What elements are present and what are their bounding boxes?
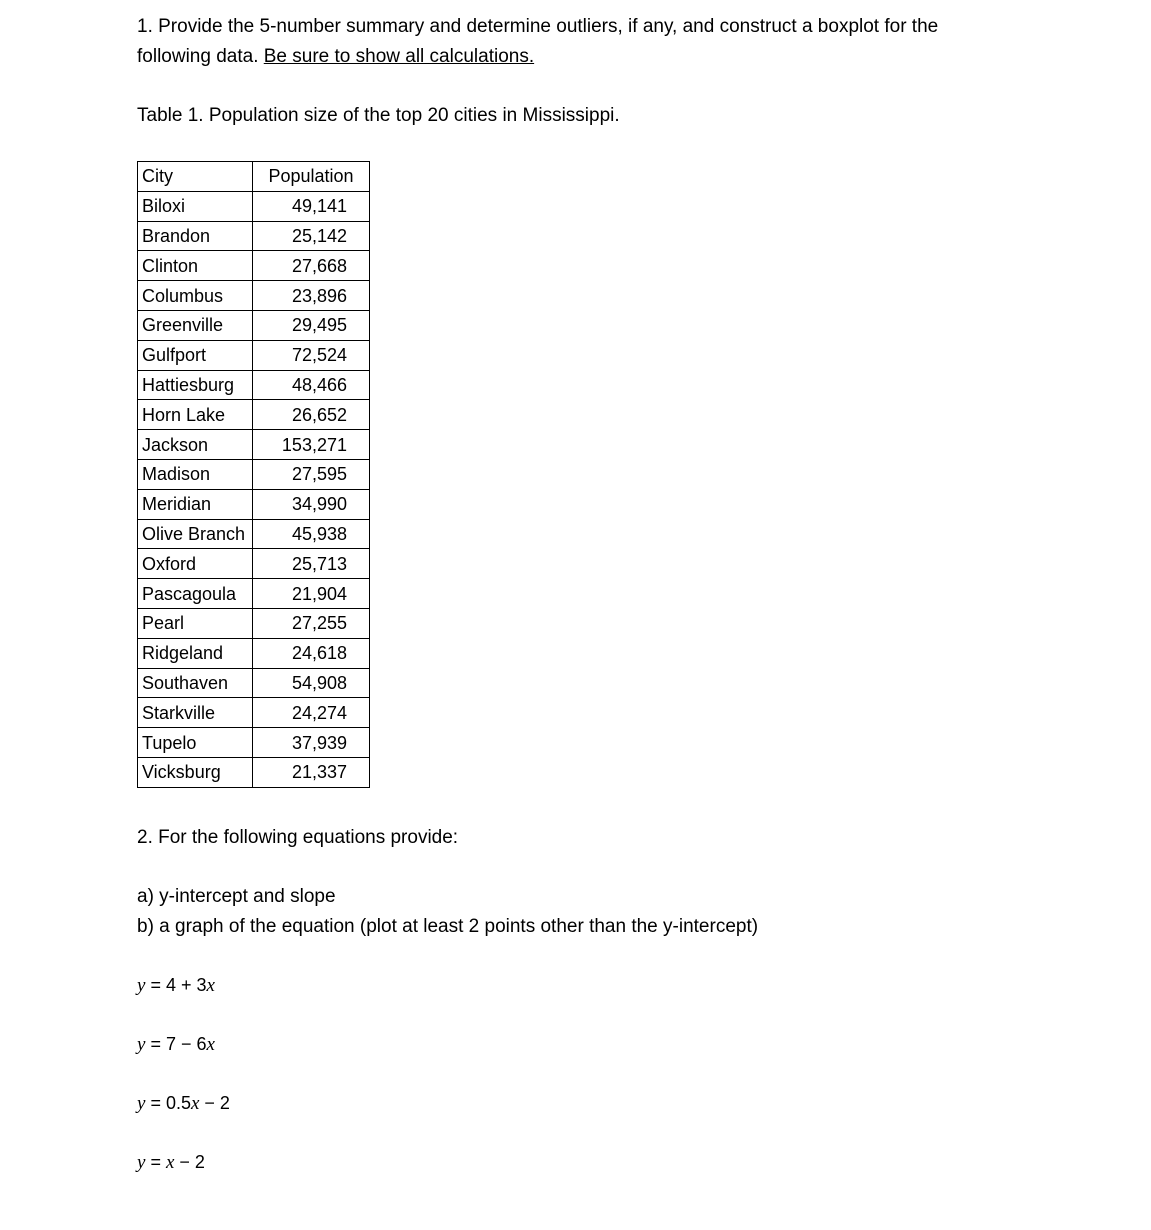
population-cell: 27,668 <box>253 251 370 281</box>
population-cell: 45,938 <box>253 519 370 549</box>
table-row <box>138 728 370 758</box>
population-cell: 24,274 <box>253 698 370 728</box>
population-cell: 21,337 <box>253 757 370 787</box>
population-cell: 34,990 <box>253 489 370 519</box>
city-cell: Biloxi <box>138 191 253 221</box>
question-2-intro: 2. For the following equations provide: <box>137 827 459 848</box>
population-cell: 24,618 <box>253 638 370 668</box>
population-cell: 29,495 <box>253 310 370 340</box>
table-row <box>138 251 370 281</box>
equation-3-tail: − 2 <box>199 1093 230 1113</box>
population-cell: 23,896 <box>253 281 370 311</box>
city-cell: Jackson <box>138 430 253 460</box>
equation-3-x: x <box>190 1093 200 1114</box>
equation-4-y: y <box>137 1152 146 1173</box>
city-cell: Clinton <box>138 251 253 281</box>
equation-2-y: y <box>137 1034 146 1055</box>
population-cell: 153,271 <box>253 430 370 460</box>
question-1-line-2 <box>137 42 534 72</box>
city-cell: Starkville <box>138 698 253 728</box>
equation-3-y: y <box>137 1093 146 1114</box>
question-2-part-a: a) y-intercept and slope <box>137 886 336 907</box>
population-cell: 49,141 <box>253 191 370 221</box>
population-cell: 72,524 <box>253 340 370 370</box>
table-row <box>138 549 370 579</box>
equation-4-body: = <box>145 1152 166 1172</box>
equation-1-y: y <box>137 975 146 996</box>
city-cell: Horn Lake <box>138 400 253 430</box>
question-1-line-2-prefix: following data. <box>137 46 264 67</box>
city-cell: Pascagoula <box>138 579 253 609</box>
table-row <box>138 638 370 668</box>
table-caption: Table 1. Population size of the top 20 cities in Mississippi. <box>137 105 620 126</box>
table-header-row <box>138 162 370 192</box>
equation-1-x: x <box>206 975 215 996</box>
table-row <box>138 668 370 698</box>
city-cell: Oxford <box>138 549 253 579</box>
equation-1 <box>137 975 215 997</box>
equation-4-tail: − 2 <box>174 1152 205 1172</box>
table-row <box>138 608 370 638</box>
city-cell: Hattiesburg <box>138 370 253 400</box>
equation-2-body: = 7 − 6 <box>145 1034 207 1054</box>
table-row <box>138 400 370 430</box>
equation-4 <box>137 1152 205 1174</box>
city-cell: Gulfport <box>138 340 253 370</box>
question-2-part-b: b) a graph of the equation (plot at least 2 points other than the y-intercept) <box>137 916 759 937</box>
population-cell: 54,908 <box>253 668 370 698</box>
table-row <box>138 698 370 728</box>
city-cell: Vicksburg <box>138 757 253 787</box>
equation-1-body: = 4 + 3 <box>145 975 207 995</box>
population-cell: 25,713 <box>253 549 370 579</box>
population-cell: 37,939 <box>253 728 370 758</box>
city-cell: Ridgeland <box>138 638 253 668</box>
population-cell: 27,255 <box>253 608 370 638</box>
population-cell: 25,142 <box>253 221 370 251</box>
question-1-line-1: 1. Provide the 5-number summary and determine outliers, if any, and construct a boxplot for the <box>137 16 939 37</box>
equation-2-x: x <box>206 1034 215 1055</box>
header-population: Population <box>253 162 370 192</box>
table-row <box>138 579 370 609</box>
table-row <box>138 757 370 787</box>
city-cell: Madison <box>138 459 253 489</box>
city-cell: Greenville <box>138 310 253 340</box>
equation-3 <box>137 1093 230 1115</box>
city-cell: Meridian <box>138 489 253 519</box>
city-cell: Southaven <box>138 668 253 698</box>
population-table <box>137 161 370 788</box>
equation-4-x: x <box>165 1152 175 1173</box>
table-row <box>138 191 370 221</box>
table-row <box>138 519 370 549</box>
table-row <box>138 310 370 340</box>
city-cell: Columbus <box>138 281 253 311</box>
population-cell: 48,466 <box>253 370 370 400</box>
population-cell: 26,652 <box>253 400 370 430</box>
city-cell: Pearl <box>138 608 253 638</box>
show-calculations-note: Be sure to show all calculations. <box>263 46 535 67</box>
table-row <box>138 281 370 311</box>
table-row <box>138 221 370 251</box>
population-cell: 27,595 <box>253 459 370 489</box>
table-row <box>138 340 370 370</box>
table-row <box>138 489 370 519</box>
city-cell: Olive Branch <box>138 519 253 549</box>
header-city: City <box>138 162 253 192</box>
equation-3-body: = 0.5 <box>145 1093 191 1113</box>
equation-2 <box>137 1034 215 1056</box>
table-row <box>138 370 370 400</box>
table-row <box>138 430 370 460</box>
table-row <box>138 459 370 489</box>
city-cell: Brandon <box>138 221 253 251</box>
city-cell: Tupelo <box>138 728 253 758</box>
population-cell: 21,904 <box>253 579 370 609</box>
